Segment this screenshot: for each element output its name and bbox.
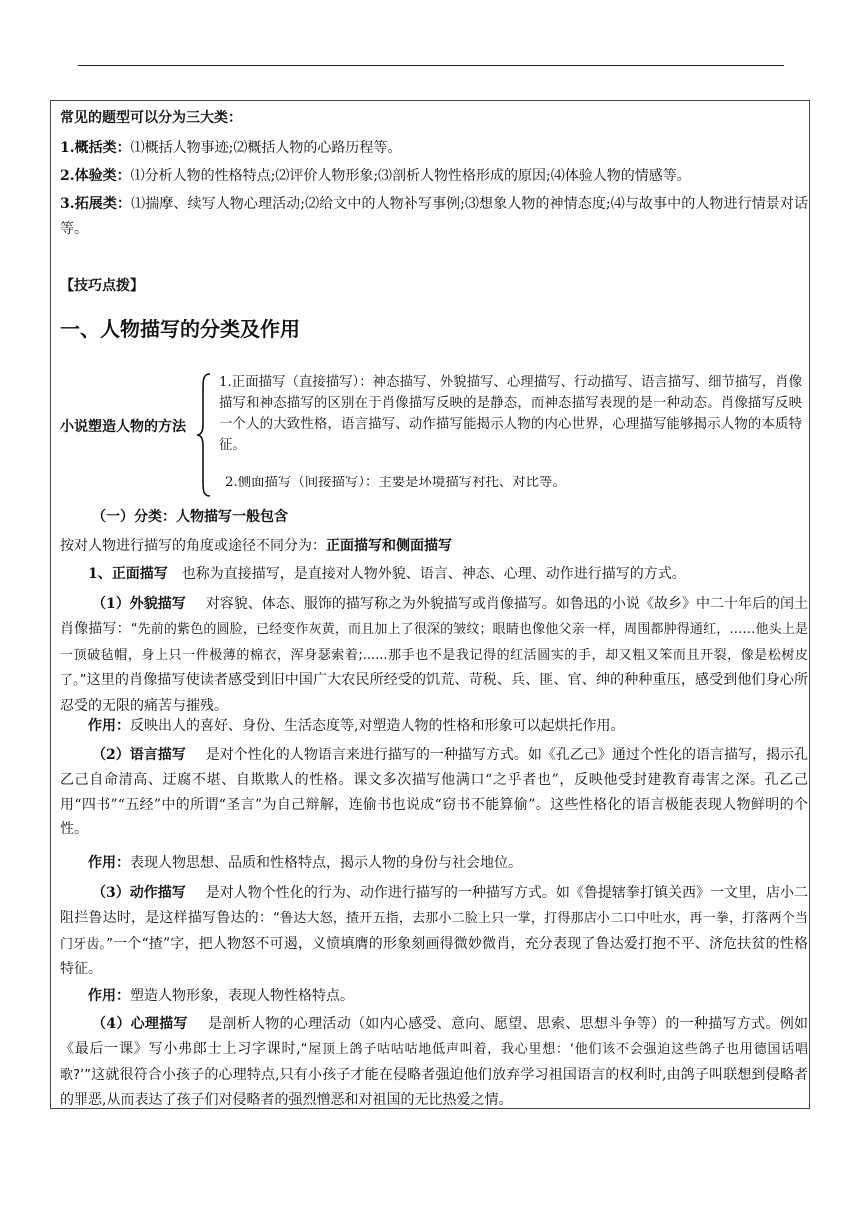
xinli-text: 是剖析人物的心理活动（如内心感受、意向、愿望、思索、思想斗争等）的一种描写方式。例如《最后一课》写小弗郎士上习字课时, (60, 1016, 808, 1057)
xinli-quote: “屋顶上鸽子咕咕咕地低声叫着，我心里想：‘他们该不会强迫这些鸽子也用德国话唱歌?’” (60, 1041, 808, 1083)
side-description-text: 2.侧面描写（间接描写）：主要是环境描写衬托、对比等。 (225, 476, 566, 490)
intro-item-label: 1.概括类： (60, 140, 131, 156)
side-description-clipped (219, 476, 802, 492)
tips-header: 【技巧点拨】 (60, 278, 144, 294)
front-description-text: 1.正面描写（直接描写）：神态描写、外貌描写、心理描写、行动描写、语言描写、细节描写，肖像描写和神态描写的区别在于肖像描写反映的是静态，而神态描写表现的是一种动态。肖像描写反映一个人的大致性格，语言描写、动作描写能揭示人物的内心世界，心理描写能够揭示人物的本质特征。 (219, 375, 802, 453)
intro-item-label: 2.体验类： (60, 168, 131, 184)
waimao-text: 对容貌、体态、服饰的描写称之为外貌描写或肖像描写。如鲁迅的小说《故乡》中二十年后的闰土肖像描写： (60, 596, 808, 637)
xinli-label: （4）心理描写 (92, 1016, 188, 1032)
waimao-quote: “先前的紫色的圆脸，已经变作灰黄，而且加上了很深的皱纹；眼睛也像他父亲一样，周围都肿得通红，……他头上是一顶破毡帽，身上只一件极薄的棉衣，浑身瑟索着;......那手也不是我记得的红活圆实的手，却又粗又笨而且开裂，像是松树皮了。” (60, 621, 808, 689)
effect-text: 塑造人物形象，表现人物性格特点。 (130, 988, 354, 1004)
dongzuo-quote: “鲁达大怒，揸开五指，去那小二脸上只一掌，打得那店小二口中吐水，再一拳，打落两个当门牙齿。” (60, 910, 808, 952)
subsection-title: （一）分类：人物描写一般包含 (92, 509, 288, 525)
effect-text: 反映出人的喜好、身份、生活态度等,对塑造人物的性格和形象可以起烘托作用。 (130, 718, 625, 734)
dongzuo-analysis: 一个“揸”字，把人物怒不可遏，义愤填膺的形象刻画得微妙微肖，充分表现了鲁达爱打抱不平、济危扶贫的性格特征。 (60, 935, 808, 978)
intro-item-2 (60, 168, 691, 184)
yuyan-paragraph (60, 743, 808, 842)
zhengmian-text: 也称为直接描写，是直接对人物外貌、语言、神态、心理、动作进行描写的方式。 (181, 566, 686, 582)
intro-item-text: ⑴分析人物的性格特点;⑵评价人物形象;⑶剖析人物性格形成的原因;⑷体验人物的情感等。 (130, 168, 691, 184)
angle-bold: 正面描写和侧面描写 (326, 538, 452, 554)
intro-item-1 (60, 140, 401, 156)
header-rule (78, 65, 784, 66)
effect-label: 作用： (88, 855, 130, 871)
dongzuo-paragraph (60, 881, 808, 982)
zhengmian-line (88, 566, 686, 582)
waimao-paragraph (60, 592, 808, 719)
dongzuo-label: （3）动作描写 (92, 885, 186, 901)
section-title: 一、人物描写的分类及作用 (60, 317, 300, 341)
dongzuo-effect (88, 988, 354, 1004)
yuyan-text: 是对个性化的人物语言来进行描写的一种描写方式。如《孔乙己》通过个性化的语言描写，揭示孔乙己自命清高、迂腐不堪、自欺欺人的性格。课文多次描写他满口“之乎者也”，反映他受封建教育毒害之深。孔乙己用“四书”“五经”中的所谓“圣言”为自己辩解，连偷书也说成“窃书不能算偷”。这些性格化的语言极能表现人物鲜明的个性。 (60, 747, 808, 838)
yuyan-effect (88, 855, 522, 871)
waimao-label: （1）外貌描写 (92, 596, 186, 612)
effect-label: 作用： (88, 988, 130, 1004)
intro-item-label: 3.拓展类： (60, 196, 132, 212)
effect-label: 作用： (88, 718, 130, 734)
intro-title: 常见的题型可以分为三大类： (60, 110, 242, 126)
dongzuo-text: 是对人物个性化的行为、动作进行描写的一种描写方式。如《鲁提辖拳打镇关西》一文里，店小二阻拦鲁达时，是这样描写鲁达的： (60, 885, 808, 926)
zhengmian-label: 1、正面描写 (88, 566, 168, 582)
xinli-paragraph (60, 1012, 808, 1113)
xinli-analysis: 这就很符合小孩子的心理特点,只有小孩子才能在侵略者强迫他们放弃学习祖国语言的权利时,由鸽子叫联想到侵略者的罪恶,从而表达了孩子们对侵略者的强烈憎恶和对祖国的无比热爱之情。 (60, 1066, 808, 1109)
curly-brace-icon (196, 372, 212, 498)
waimao-effect (88, 718, 624, 734)
yuyan-label: （2）语言描写 (92, 747, 186, 763)
intro-item-text: ⑴概括人物事迹;⑵概括人物的心路历程等。 (130, 140, 402, 156)
waimao-analysis: 这里的肖像描写使读者感受到旧中国广大农民所经受的饥荒、苛税、兵、匪、官、绅的种种重压，感受到他们身心所忍受的无限的痛苦与摧残。 (60, 672, 808, 715)
effect-text: 表现人物思想、品质和性格特点，揭示人物的身份与社会地位。 (130, 855, 522, 871)
intro-item-3 (60, 192, 808, 242)
methods-label: 小说塑造人物的方法 (60, 419, 186, 435)
angle-text: 按对人物进行描写的角度或途径不同分为： (60, 538, 326, 554)
intro-item-text: ⑴揣摩、续写人物心理活动;⑵给文中的人物补写事例;⑶想象人物的神情态度;⑷与故事中的人物进行情景对话等。 (60, 196, 808, 237)
angle-line (60, 538, 452, 554)
